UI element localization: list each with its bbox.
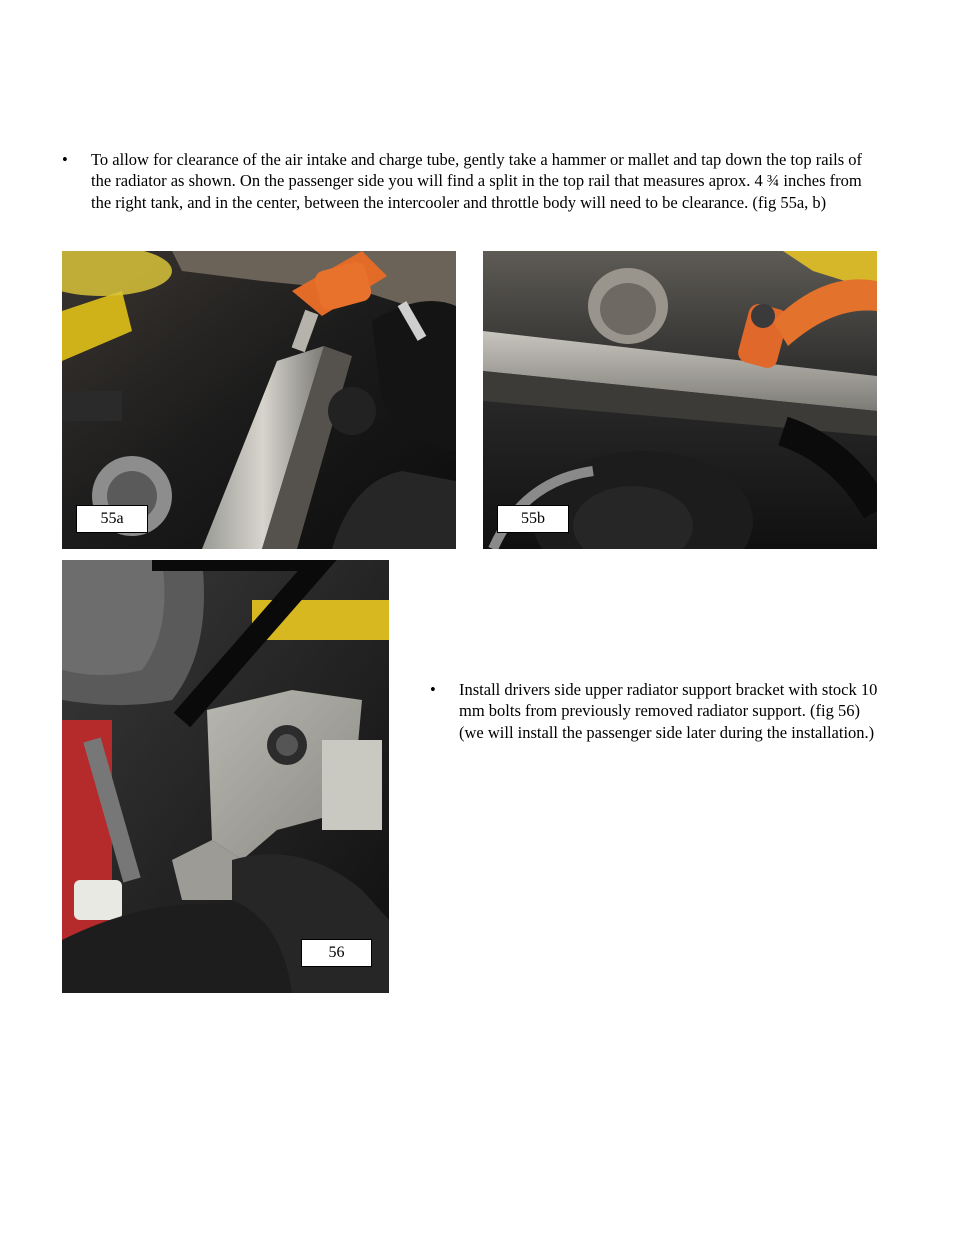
bullet-marker: • bbox=[430, 680, 436, 699]
bullet-marker: • bbox=[62, 150, 68, 169]
figure-label-55b: 55b bbox=[497, 505, 569, 533]
photo-figure-55a bbox=[62, 251, 456, 549]
photo-figure-55b bbox=[483, 251, 877, 549]
figure-label-56: 56 bbox=[301, 939, 372, 967]
instruction-text: To allow for clearance of the air intake and charge tube, gently take a hammer or mallet and tap down the top rails of the radiator as shown. On the passenger side you will find a split in the top rail that measures aprox. 4 ¾ inches from the right tank, and in the center, between the intercooler and throttle body will need to be clearance. (fig 55a, b) bbox=[91, 150, 862, 212]
instruction-text: Install drivers side upper radiator support bracket with stock 10 mm bolts from previously removed radiator support. (fig 56) (we will install the passenger side later during the installation.) bbox=[459, 680, 878, 742]
photo-figure-56 bbox=[62, 560, 389, 993]
figure-label-55a: 55a bbox=[76, 505, 148, 533]
